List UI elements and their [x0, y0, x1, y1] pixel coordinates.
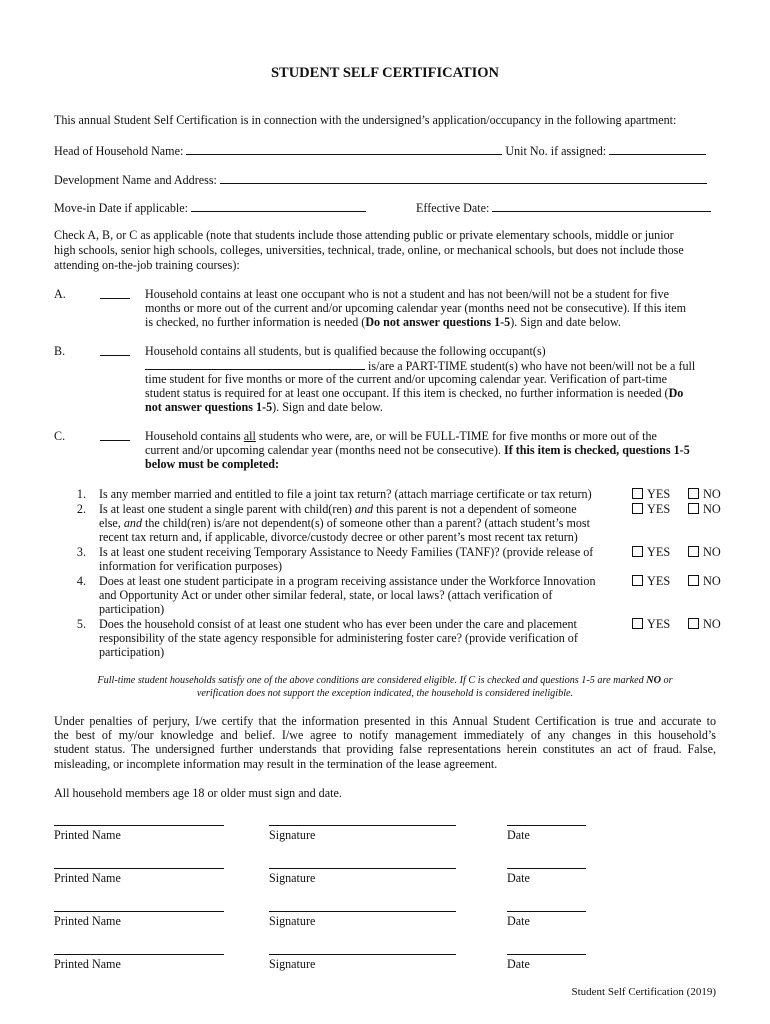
development-row: [54, 172, 707, 188]
printed-name-line-4[interactable]: [54, 954, 224, 955]
move-in-label: Move-in Date if applicable:: [54, 201, 188, 215]
printed-name-label: Printed Name: [54, 957, 121, 971]
check-instructions-line-1: Check A, B, or C as applicable (note that students include those attending public or private elementary schools, middle or junior: [54, 228, 674, 242]
head-of-household-label: Head of Household Name:: [54, 144, 184, 158]
check-instructions-line-3: attending on-the-job training courses):: [54, 258, 240, 272]
signature-label: Signature: [269, 957, 316, 971]
question-4-number: 4.: [76, 574, 86, 588]
printed-name-label: Printed Name: [54, 871, 121, 885]
check-instructions-line-2: high schools, senior high schools, colleges, universities, technical, trade, online, or mechanical schools, but does not include those: [54, 243, 684, 257]
effective-date-label: Effective Date:: [416, 201, 490, 215]
date-line-3[interactable]: [507, 911, 586, 912]
question-3-line-1: Is at least one student receiving Temporary Assistance to Needy Families (TANF)? (provide release of: [99, 545, 594, 559]
question-4-line-3: participation): [99, 602, 165, 616]
option-c-letter: C.: [54, 429, 66, 443]
question-4-yes[interactable]: YES: [632, 574, 670, 589]
question-5-yes[interactable]: YES: [632, 617, 670, 632]
option-c-line-2: current and/or upcoming calendar year (months need not be consecutive). If this item is checked, questions 1-5: [145, 443, 690, 457]
date-line-4[interactable]: [507, 954, 586, 955]
option-c-line-3: below must be completed:: [145, 457, 280, 471]
intro-text: This annual Student Self Certification is in connection with the undersigned’s application/occupancy in the following apartment:: [54, 113, 677, 127]
option-a-line-2: months or more out of the current and/or upcoming calendar year (months need not be consecutive). If this item: [145, 301, 687, 315]
development-label: Development Name and Address:: [54, 173, 217, 187]
checkbox-icon[interactable]: [632, 575, 643, 586]
checkbox-icon[interactable]: [632, 618, 643, 629]
question-1-line-1: Is any member married and entitled to file a joint tax return? (attach marriage certificate or tax return): [99, 487, 592, 501]
question-1-number: 1.: [76, 487, 86, 501]
question-2-line-2: else, and the child(ren) is/are not dependent(s) of someone other than a parent? (attach student’s most: [99, 516, 590, 530]
option-c-line-1: Household contains all students who were, are, or will be FULL-TIME for five months or more out of the: [145, 429, 657, 443]
option-b-line-5: not answer questions 1-5). Sign and date below.: [145, 400, 383, 414]
unit-no-field[interactable]: [609, 143, 706, 155]
question-4-line-2: and Opportunity Act or under other similar federal, state, or local laws? (attach verification of: [99, 588, 553, 602]
printed-name-line-3[interactable]: [54, 911, 224, 912]
signature-line-4[interactable]: [269, 954, 456, 955]
checkbox-icon[interactable]: [688, 618, 699, 629]
question-2-yes[interactable]: YES: [632, 502, 670, 517]
head-of-household-field[interactable]: [186, 143, 502, 155]
date-label: Date: [507, 914, 530, 928]
printed-name-line-2[interactable]: [54, 868, 224, 869]
move-in-field[interactable]: [191, 200, 366, 212]
head-of-household-row: [54, 143, 706, 159]
option-a-checkbox-blank[interactable]: [100, 287, 130, 303]
question-2-line-1: Is at least one student a single parent with child(ren) and this parent is not a dependent of someone: [99, 502, 577, 516]
option-b-line-1: Household contains all students, but is qualified because the following occupant(s): [145, 344, 546, 358]
question-3-line-2: information for verification purposes): [99, 559, 283, 573]
question-1-no[interactable]: NO: [688, 487, 721, 502]
effective-date-row: [416, 200, 711, 216]
signature-label: Signature: [269, 871, 316, 885]
eligibility-note-line-2: verification does not support the exception indicated, the household is considered ineligible.: [196, 688, 574, 699]
date-line-2[interactable]: [507, 868, 586, 869]
printed-name-line-1[interactable]: [54, 825, 224, 826]
option-b-letter: B.: [54, 344, 66, 358]
signature-label: Signature: [269, 914, 316, 928]
development-field[interactable]: [220, 172, 707, 184]
option-b-checkbox-blank[interactable]: [100, 344, 130, 360]
sign-instruction: All household members age 18 or older must sign and date.: [54, 786, 342, 800]
checkbox-icon[interactable]: [688, 575, 699, 586]
page-title: STUDENT SELF CERTIFICATION: [270, 65, 500, 81]
effective-date-field[interactable]: [492, 200, 711, 212]
question-5-line-3: participation): [99, 645, 165, 659]
move-in-row: [54, 200, 366, 216]
option-b-line-2: is/are a PART-TIME student(s) who have not been/will not be a full: [145, 358, 695, 374]
unit-no-label: Unit No. if assigned:: [505, 144, 607, 158]
signature-line-1[interactable]: [269, 825, 456, 826]
eligibility-note-line-1: Full-time student households satisfy one of the above conditions are considered eligible. If C is checked and questions 1-5 are marked NO or: [97, 675, 673, 686]
question-3-yes[interactable]: YES: [632, 545, 670, 560]
date-label: Date: [507, 957, 530, 971]
checkbox-icon[interactable]: [632, 546, 643, 557]
signature-line-2[interactable]: [269, 868, 456, 869]
perjury-line-1: Under penalties of perjury, I/we certify that the information presented in this Annual Student Certification is true and accurate to: [54, 714, 716, 728]
signature-line-3[interactable]: [269, 911, 456, 912]
option-c-checkbox-blank[interactable]: [100, 429, 130, 445]
checkbox-icon[interactable]: [688, 546, 699, 557]
date-label: Date: [507, 871, 530, 885]
printed-name-label: Printed Name: [54, 828, 121, 842]
option-b-line-4: student status is required for at least one occupant. If this item is checked, no further information is needed (Do: [145, 386, 684, 400]
perjury-line-2: the best of my/our knowledge and belief. I/we agree to notify management immediately of any changes in this household’s: [54, 728, 716, 742]
checkbox-icon[interactable]: [632, 503, 643, 514]
date-label: Date: [507, 828, 530, 842]
printed-name-label: Printed Name: [54, 914, 121, 928]
option-b-line-3: time student for five months or more of the current and/or upcoming calendar year. Verification of part-time: [145, 372, 667, 386]
part-time-student-field[interactable]: [145, 358, 365, 370]
question-4-line-1: Does at least one student participate in a program receiving assistance under the Workforce Innovation: [99, 574, 596, 588]
question-2-number: 2.: [76, 502, 86, 516]
question-5-line-2: responsibility of the state agency responsible for administering foster care? (provide verification of: [99, 631, 578, 645]
question-2-line-3: recent tax return and, if applicable, divorce/custody decree or other parent’s most recent tax return): [99, 530, 578, 544]
question-5-number: 5.: [76, 617, 86, 631]
signature-label: Signature: [269, 828, 316, 842]
perjury-line-3: student status. The undersigned further understands that providing false representations herein constitutes an act of fraud. False,: [54, 742, 716, 756]
footer-text: Student Self Certification (2019): [571, 986, 716, 998]
perjury-line-4: misleading, or incomplete information may result in the termination of the lease agreement.: [54, 757, 498, 771]
option-a-letter: A.: [54, 287, 66, 301]
question-4-no[interactable]: NO: [688, 574, 721, 589]
question-5-no[interactable]: NO: [688, 617, 721, 632]
question-3-no[interactable]: NO: [688, 545, 721, 560]
date-line-1[interactable]: [507, 825, 586, 826]
checkbox-icon[interactable]: [688, 503, 699, 514]
question-1-yes[interactable]: YES: [632, 487, 670, 502]
checkbox-icon[interactable]: [632, 488, 643, 499]
option-a-line-1: Household contains at least one occupant who is not a student and has not been/will not be a student for five: [145, 287, 669, 301]
question-2-no[interactable]: NO: [688, 502, 721, 517]
checkbox-icon[interactable]: [688, 488, 699, 499]
option-a-line-3: is checked, no further information is needed (Do not answer questions 1-5). Sign and date below.: [145, 315, 621, 329]
question-3-number: 3.: [76, 545, 86, 559]
question-5-line-1: Does the household consist of at least one student who has ever been under the care and placement: [99, 617, 577, 631]
